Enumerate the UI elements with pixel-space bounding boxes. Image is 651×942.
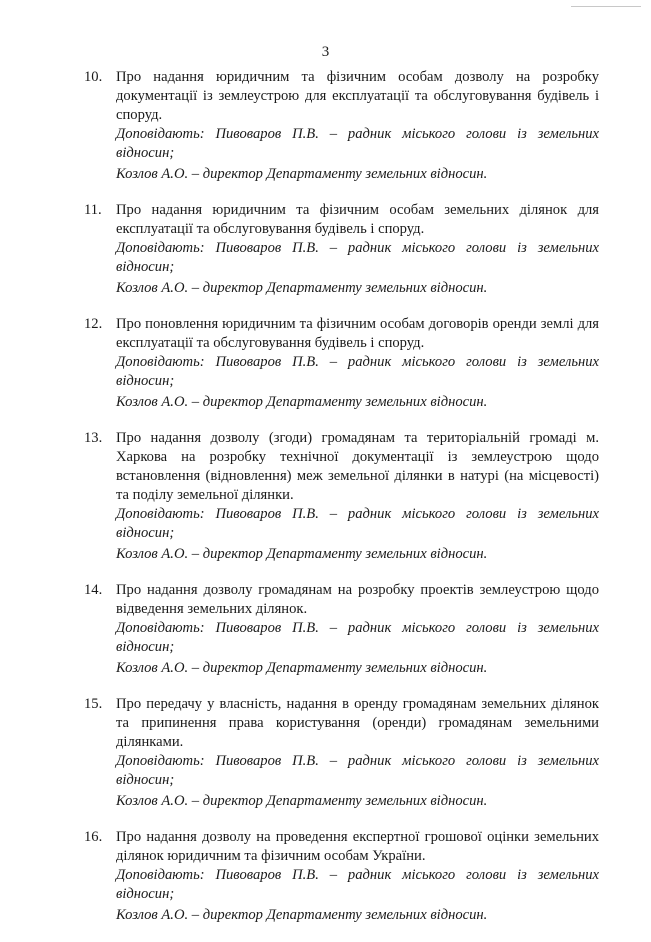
- item-body: [116, 429, 599, 564]
- item-speaker-secondary: Козлов А.О. – директор Департаменту земельних відносин.: [116, 394, 488, 410]
- item-speaker-primary: Доповідають: Пивоваров П.В. – радник міського голови із земельних відносин;: [116, 867, 599, 902]
- item-number: 11.: [84, 202, 102, 218]
- item-title: Про надання юридичним та фізичним особам дозволу на розробку документації із землеустрою для експлуатації та обслуговування будівель і споруд.: [116, 69, 599, 123]
- item-number: 14.: [84, 582, 103, 598]
- item-body: [116, 201, 599, 298]
- item-speaker-primary: Доповідають: Пивоваров П.В. – радник міського голови із земельних відносин;: [116, 753, 599, 788]
- page-number: 3: [321, 44, 330, 60]
- item-speaker-primary: Доповідають: Пивоваров П.В. – радник міського голови із земельних відносин;: [116, 620, 599, 655]
- item-speaker-secondary: Козлов А.О. – директор Департаменту земельних відносин.: [116, 166, 488, 182]
- agenda-item-10: [84, 68, 599, 184]
- item-body: [116, 695, 599, 811]
- item-body: [116, 68, 599, 184]
- item-title: Про надання дозволу (згоди) громадянам та територіальній громаді м. Харкова на розробку технічної документації із землеустрою щодо встановлення (відновлення) меж земельної ділянки в натурі (на місцевості) та поділу земельної ділянки.: [116, 430, 599, 503]
- item-title: Про передачу у власність, надання в оренду громадянам земельних ділянок та припинення права користування (оренди) громадянам земельними ділянками.: [116, 696, 599, 750]
- item-number: 16.: [84, 829, 103, 845]
- item-body: [116, 581, 599, 678]
- item-speaker-secondary: Козлов А.О. – директор Департаменту земельних відносин.: [116, 660, 488, 676]
- item-body: [116, 828, 599, 925]
- item-speaker-primary: Доповідають: Пивоваров П.В. – радник міського голови із земельних відносин;: [116, 354, 599, 389]
- item-speaker-primary: Доповідають: Пивоваров П.В. – радник міського голови із земельних відносин;: [116, 240, 599, 275]
- item-speaker-primary: Доповідають: Пивоваров П.В. – радник міського голови із земельних відносин;: [116, 126, 599, 161]
- item-speaker-secondary: Козлов А.О. – директор Департаменту земельних відносин.: [116, 280, 488, 296]
- item-number: 15.: [84, 696, 103, 712]
- item-speaker-primary: Доповідають: Пивоваров П.В. – радник міського голови із земельних відносин;: [116, 506, 599, 541]
- item-number: 12.: [84, 316, 103, 332]
- item-speaker-secondary: Козлов А.О. – директор Департаменту земельних відносин.: [116, 907, 488, 923]
- agenda-item-12: [84, 315, 599, 412]
- item-speaker-secondary: Козлов А.О. – директор Департаменту земельних відносин.: [116, 793, 488, 809]
- agenda-item-13: [84, 429, 599, 564]
- agenda-item-11: [84, 201, 599, 298]
- scan-edge-line: [571, 6, 641, 7]
- agenda-item-15: [84, 695, 599, 811]
- item-title: Про надання дозволу на проведення експертної грошової оцінки земельних ділянок юридичним та фізичним особам України.: [116, 829, 599, 864]
- item-body: [116, 315, 599, 412]
- item-number: 10.: [84, 69, 103, 85]
- item-speaker-secondary: Козлов А.О. – директор Департаменту земельних відносин.: [116, 546, 488, 562]
- agenda-item-16: [84, 828, 599, 925]
- agenda-list: [84, 68, 599, 942]
- item-title: Про надання дозволу громадянам на розробку проектів землеустрою щодо відведення земельних ділянок.: [116, 582, 599, 617]
- item-number: 13.: [84, 430, 103, 446]
- agenda-item-14: [84, 581, 599, 678]
- item-title: Про поновлення юридичним та фізичним особам договорів оренди землі для експлуатації та обслуговування будівель і споруд.: [116, 316, 599, 351]
- item-title: Про надання юридичним та фізичним особам земельних ділянок для експлуатації та обслуговування будівель і споруд.: [116, 202, 599, 237]
